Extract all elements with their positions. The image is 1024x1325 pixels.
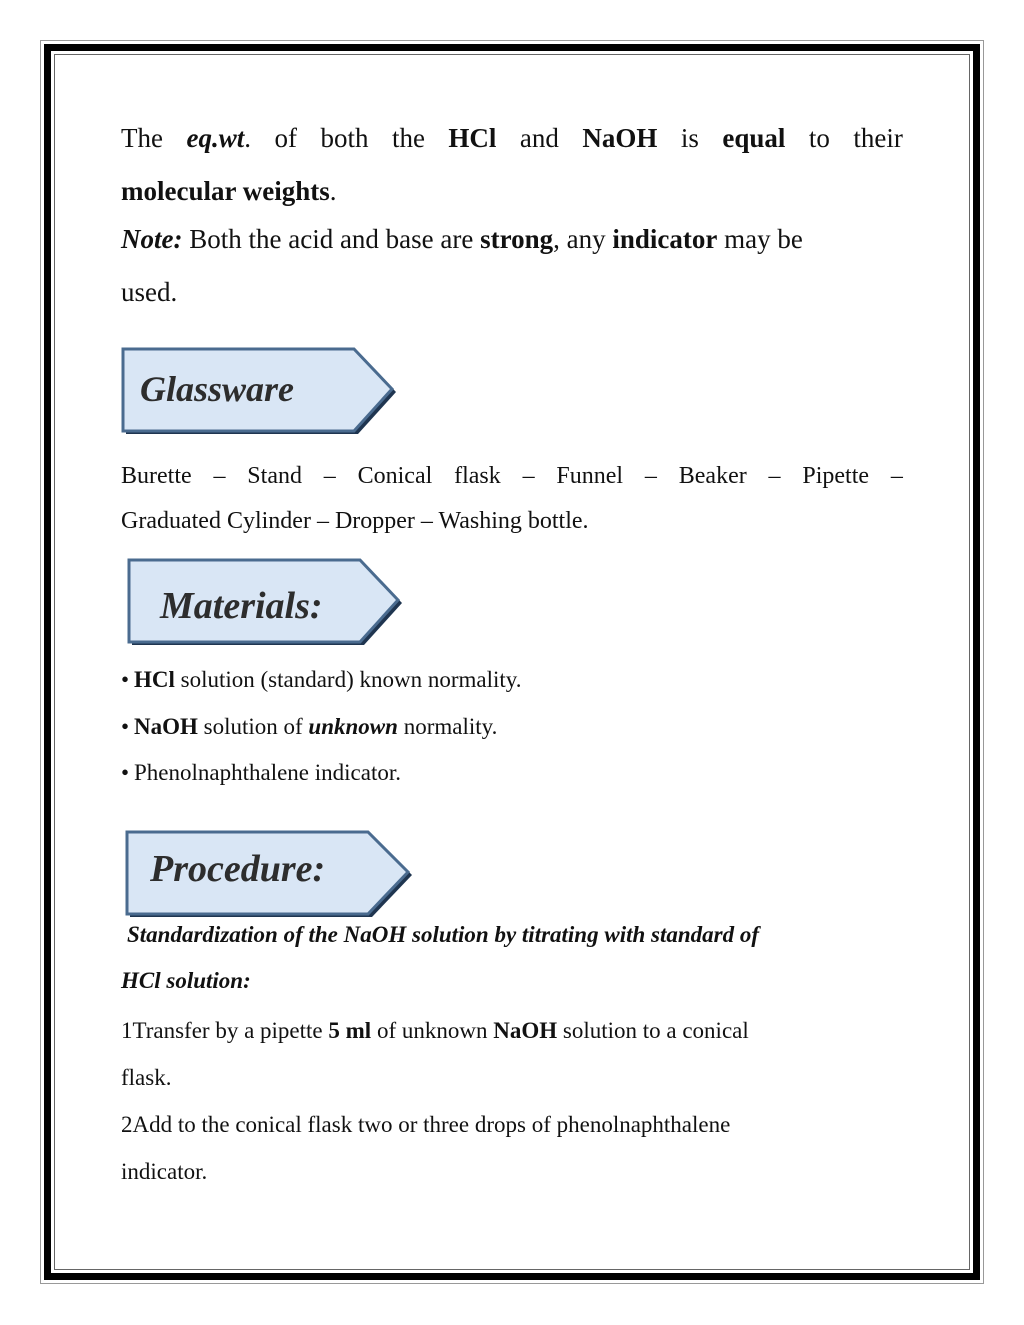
glassware-line-1 xyxy=(121,463,903,490)
intro-naoh: NaOH xyxy=(582,123,658,153)
bullet-icon: • xyxy=(120,667,130,692)
intro-line-1 xyxy=(121,123,903,154)
intro-word: both xyxy=(320,123,369,153)
bullet-icon: • xyxy=(120,714,130,739)
glassware-item: Funnel xyxy=(556,463,624,489)
intro-word: the xyxy=(391,123,425,153)
intro-word: The xyxy=(121,123,163,153)
intro-hcl: HCl xyxy=(448,123,497,153)
procedure-step-2: 2Add to the conical flask two or three drops of phenolnaphthalene xyxy=(121,1112,731,1137)
intro-molecular-weights: molecular weights xyxy=(121,176,330,206)
glassware-item: Stand xyxy=(247,463,302,489)
note-line-1: Note: Both the acid and base are strong, any indicator may be xyxy=(121,224,803,254)
procedure-heading-line-1: Standardization of the NaOH solution by titrating with standard of xyxy=(127,922,760,947)
note-label: Note: xyxy=(121,224,183,254)
note-strong: strong xyxy=(480,224,554,254)
note-text: Both the acid and base are xyxy=(189,224,474,254)
procedure-banner xyxy=(124,829,419,921)
materials-banner xyxy=(126,557,411,649)
procedure-step-1: 1Transfer by a pipette 5 ml of unknown NaOH solution to a conical xyxy=(121,1018,749,1043)
glassware-item: Beaker xyxy=(678,463,747,489)
note-text-end: may be xyxy=(724,224,803,254)
glassware-banner-title: Glassware xyxy=(140,369,295,409)
procedure-heading-line-2: HCl solution: xyxy=(121,968,251,993)
intro-word: to xyxy=(808,123,830,153)
glassware-dash: – xyxy=(644,463,657,489)
bullet-icon: • xyxy=(120,760,130,785)
glassware-dash: – xyxy=(522,463,535,489)
materials-banner-title: Materials: xyxy=(160,585,323,627)
glassware-dash: – xyxy=(890,463,903,489)
intro-equal: equal xyxy=(722,123,786,153)
glassware-line-2: Graduated Cylinder – Dropper – Washing bottle. xyxy=(121,508,589,534)
glassware-item: Burette xyxy=(121,463,192,489)
glassware-item: Pipette xyxy=(802,463,870,489)
glassware-item: flask xyxy=(454,463,501,489)
glassware-dash: – xyxy=(213,463,226,489)
glassware-dash: – xyxy=(768,463,781,489)
procedure-step-2-cont: indicator. xyxy=(121,1159,208,1184)
procedure-step-1-cont: flask. xyxy=(121,1065,172,1090)
intro-line-2: molecular weights. xyxy=(121,176,337,206)
intro-word: their xyxy=(853,123,903,153)
procedure-banner-title: Procedure: xyxy=(150,848,326,890)
materials-item: • Phenolnaphthalene indicator. xyxy=(116,760,401,786)
materials-item: • NaOH solution of unknown normality. xyxy=(116,714,497,740)
glassware-dash: – xyxy=(323,463,336,489)
glassware-item: Conical xyxy=(357,463,433,489)
intro-word: is xyxy=(680,123,699,153)
note-indicator: indicator xyxy=(612,224,718,254)
materials-item: • HCl solution (standard) known normality. xyxy=(116,667,522,693)
glassware-banner xyxy=(120,346,405,438)
intro-word: and xyxy=(519,123,559,153)
intro-word: of xyxy=(274,123,297,153)
intro-eqwt: eq.wt. xyxy=(186,123,251,153)
note-line-2: used. xyxy=(121,277,178,307)
